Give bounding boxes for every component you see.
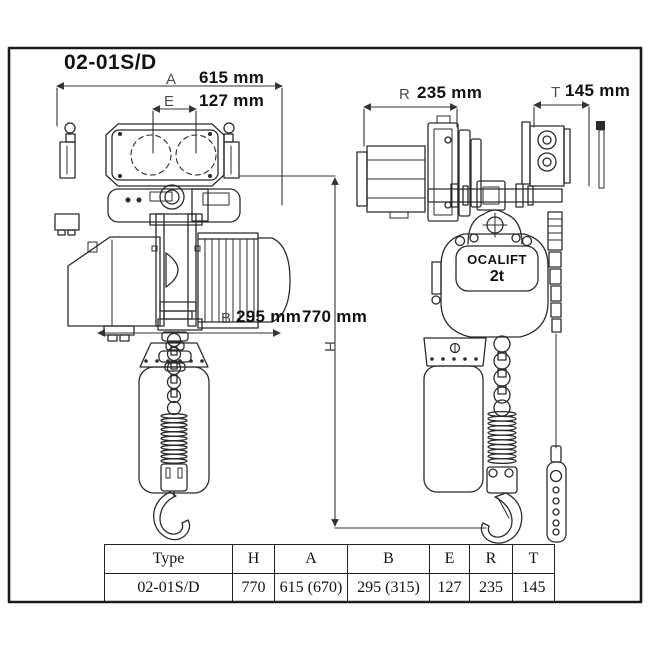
table-data-row	[105, 574, 555, 602]
dim-letter-h: H	[320, 341, 338, 352]
trolley-motor-side	[357, 146, 425, 218]
table-cell-b: 295 (315)	[348, 574, 430, 602]
chain-bag-side	[424, 366, 483, 492]
trolley-wheels-front	[131, 135, 216, 175]
table-cell-e: 127	[430, 574, 470, 602]
side-view-hoist	[357, 116, 605, 543]
trolley-plate-side	[428, 116, 481, 221]
spring-front	[161, 414, 187, 463]
table-cell-r: 235	[470, 574, 513, 602]
table-header-a: A	[275, 545, 348, 574]
load-chain-side	[494, 336, 510, 416]
dim-letter-r: R	[399, 86, 410, 103]
table-header-e: E	[430, 545, 470, 574]
front-view-hoist	[55, 123, 290, 540]
table-header-b: B	[348, 545, 430, 574]
spring-side	[488, 412, 516, 464]
suspension-plate	[108, 185, 240, 222]
table-header-r: R	[470, 545, 513, 574]
dim-value-h: 770 mm	[302, 307, 368, 326]
trolley-wheel-unit	[522, 121, 605, 188]
hook-block-front	[161, 464, 187, 491]
dim-value-e: 127 mm	[199, 91, 265, 110]
capacity-label: 2t	[489, 268, 505, 285]
dimensions-table	[104, 544, 555, 602]
dim-letter-t: T	[551, 84, 561, 101]
dim-value-r: 235 mm	[417, 83, 483, 102]
table-header-row	[105, 545, 555, 574]
table-cell-type: 02-01S/D	[105, 574, 233, 602]
chain-guide-side	[548, 212, 562, 332]
table-cell-a: 615 (670)	[275, 574, 348, 602]
bag-top-plate	[424, 338, 486, 366]
dim-value-t: 145 mm	[565, 81, 631, 100]
table-header-h: H	[233, 545, 275, 574]
dim-value-a: 615 mm	[199, 68, 265, 87]
table-header-t: T	[513, 545, 555, 574]
dim-value-b: 295 mm	[236, 307, 302, 326]
model-label: 02-01S/D	[64, 51, 157, 74]
dim-letter-a: A	[166, 71, 177, 88]
suspension-dome	[468, 210, 522, 244]
table-cell-h: 770	[233, 574, 275, 602]
dim-letter-e: E	[164, 93, 175, 110]
table-cell-t: 145	[513, 574, 555, 602]
hook-front	[154, 491, 190, 540]
hook-block-side	[487, 467, 517, 493]
side-brackets	[55, 123, 239, 235]
brand-logo-text: OCALIFT	[467, 252, 527, 267]
hook-side	[481, 493, 521, 543]
pendant-control	[547, 334, 566, 542]
load-chain-front	[168, 334, 181, 415]
table-header-type: Type	[105, 545, 233, 574]
dim-letter-b: B	[221, 310, 232, 327]
hoist-body-front	[68, 237, 160, 341]
trolley-housing	[106, 124, 224, 186]
